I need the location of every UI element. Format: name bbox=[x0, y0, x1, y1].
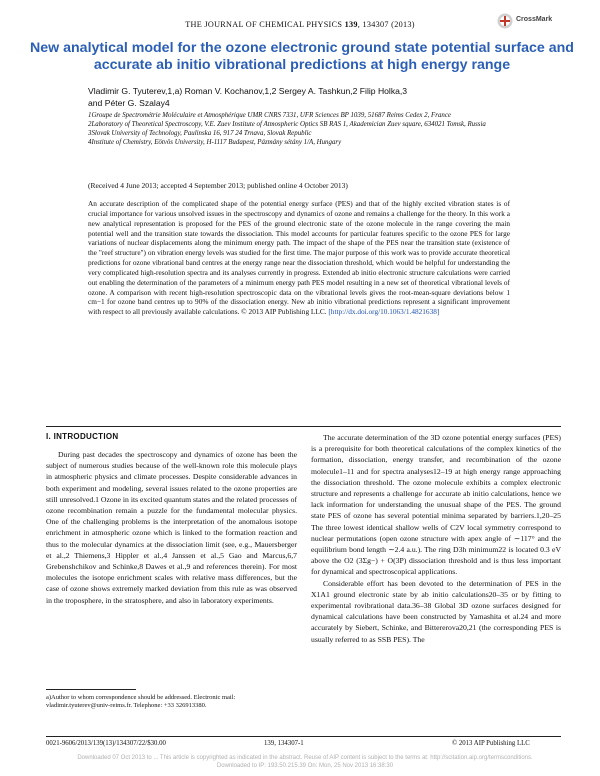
abstract-text: An accurate description of the complicated shape of the potential energy surface (PES) and that of the highly excited vibration states is of crucial importance for various unsolved issues in the spectroscopy and dynamics of ozone and remains a challenge for the theory. In this work a new analytical representation is proposed for the PES of the ground electronic state of the ozone molecule in the range covering the main potential well and the transition state towards the dissociation. This model accounts for particular features specific to the ozone PES for large variations of nuclear displacements along the minimum energy path. The impact of the shape of the PES near the transition state (existence of the "reef structure") on vibration energy levels was studied for the first time. The major purpose of this work was to provide accurate theoretical predictions for ozone vibrational band centres at the energy range near the dissociation threshold, which would be helpful for understanding the very complicated high-resolution spectra and its analyses currently in progress. Extended ab initio electronic structure calculations were carried out enabling the determination of the parameters of a minimum energy path PES model resulting in a new set of theoretical vibrational levels of ozone. A comparison with recent high-resolution spectroscopic data on the vibrational levels gives the root-mean-square deviations below 1 cm−1 for ozone band centres up to 90% of the dissociation energy. New ab initio vibrational predictions represent a significant improvement with respect to all previously available calculations. © 2013 AIP Publishing LLC. bbox=[88, 199, 510, 317]
footnote-rule bbox=[46, 689, 136, 690]
affiliation-1: 1Groupe de Spectrométrie Moléculaire et Atmosphérique UMR CNRS 7331, UFR Sciences BP 1039, 51687 Reims Cedex 2, France bbox=[88, 112, 451, 119]
footer-page-number: 139, 134307-1 bbox=[264, 740, 304, 747]
footer-copyright: © 2013 AIP Publishing LLC bbox=[452, 740, 530, 747]
intro-paragraph: During past decades the spectroscopy and dynamics of ozone has been the subject of numerous studies because of the well-known role this molecule plays in atmospheric physics and climate processes. Despite considerable advances in both experiment and modeling, several issues related to the ozone properties are still unresolved.1 Ozone in its excited quantum states and the related processes of ozone recombination remain a puzzle for the fundamental molecular physics. One of the challenging problems is the interpretation of the anomalous isotope enrichment in atmospheric ozone which is linked to the formation reaction and thus to the molecular dynamics at the dissociation limit (see, e.g., Mauersberger et al.,2 Thiemens,3 Hippler et al.,4 Janssen et al.,5 Gao and Marcus,6,7 Grebenshchikov and Schinke,8 Dawes et al.,9 and references therein). For most molecules the isotope enrichment scales with relative mass differences, but the case of ozone shows extremely marked deviation from this rule as was observed in the troposphere, in the stratosphere, and also in laboratory experiments. bbox=[46, 450, 297, 605]
footer-divider bbox=[46, 736, 561, 737]
authors-line-1: Vladimir G. Tyuterev,1,a) Roman V. Kochanov,1,2 Sergey A. Tashkun,2 Filip Holka,3 bbox=[88, 86, 408, 96]
crossmark-badge[interactable] bbox=[497, 13, 557, 31]
download-watermark: Downloaded 07 Oct 2013 to ... This article is copyrighted as indicated in the abstract. Reuse of AIP content is subject to the terms at: http://scitation.aip.org/termsconditions. Downloaded to IP: 193.50.215.39 On: Mon, 25 Nov 2013 16:38:30 bbox=[77, 755, 533, 769]
section-divider bbox=[46, 426, 561, 427]
crossmark-label: CrossMark bbox=[516, 16, 553, 23]
right-column bbox=[311, 432, 561, 645]
affiliation-4: 4Institute of Chemistry, Eötvös University, H-1117 Budapest, Pázmány sétány 1/A, Hungary bbox=[88, 139, 342, 147]
article-reference: 134307 (2013) bbox=[362, 20, 415, 29]
abstract bbox=[88, 199, 510, 317]
section-heading: I. INTRODUCTION bbox=[46, 432, 119, 441]
journal-header: THE JOURNAL OF CHEMICAL PHYSICS 139, 134307 (2013) bbox=[185, 20, 415, 29]
affiliations bbox=[88, 111, 558, 147]
affiliation-2: 2Laboratory of Theoretical Spectroscopy, V.E. Zuev Institute of Atmospheric Optics SB RAS 1, Akademician Zuev square, 634021 Tomsk, Russia bbox=[88, 121, 486, 129]
journal-name: THE JOURNAL OF CHEMICAL PHYSICS bbox=[185, 20, 343, 29]
author-list bbox=[88, 86, 558, 109]
footnote: a)Author to whom correspondence should be addressed. Electronic mail: vladimir.tyuterev@univ-reims.fr. Telephone: +33 326913380. bbox=[46, 694, 236, 709]
authors-line-2: and Péter G. Szalay4 bbox=[88, 97, 170, 108]
left-column bbox=[46, 449, 297, 606]
pes-paragraph: The accurate determination of the 3D ozone potential energy surfaces (PES) is a prerequisite for both theoretical calculations of the complex kinetics of the formation, dissociation, energy transfer, and recombination of the ozone molecule1–11 and for spectra analyses12–19 at high energy range approaching the dissociation threshold. The ozone molecule exhibits a complex electronic structure and represents a challenge for accurate ab initio calculations, hence we lack information for understanding the unusual shape of the PES. The ground state PES of ozone has several potential minima separated by barriers.1,20–25 The three lowest identical shallow wells of C2V local symmetry correspond to nuclear permutations (open ozone structure with apex angle of ∼117° and the equilibrium bond length ∼2.4 a.u.). The ring D3h minimum22 is located 0.3 eV above the O2 (3Σg−) + O(3P) dissociation threshold and is thus less important for dynamical and spectroscopical applications. bbox=[311, 433, 561, 577]
footer-issn: 0021-9606/2013/139(13)/134307/22/$30.00 bbox=[46, 740, 166, 747]
doi-link[interactable]: [http://dx.doi.org/10.1063/1.4821638] bbox=[328, 307, 440, 317]
journal-volume: 139 bbox=[344, 20, 358, 29]
crossmark-icon bbox=[497, 13, 513, 29]
received-dates: (Received 4 June 2013; accepted 4 September 2013; published online 4 October 2013) bbox=[88, 181, 348, 190]
article-title: New analytical model for the ozone electronic ground state potential surface and accurate ab initio vibrational predictions at high energy range bbox=[30, 40, 574, 73]
affiliation-3: 3Slovak University of Technology, Paulinska 16, 917 24 Trnava, Slovak Republic bbox=[88, 130, 312, 138]
previous-work-paragraph: Considerable effort has been devoted to the determination of PES in the X1A1 ground electronic state by ab initio calculations20–35 or by fitting to experimental rovibrational data.36–38 Global 3D ozone surfaces designed for dynamical calculations have been constructed by Yamashita et al.24 and more accurately by Siebert, Schinke, and Bittererova20,21 (the corresponding PES is usually referred to as SSB PES). The bbox=[311, 578, 561, 644]
